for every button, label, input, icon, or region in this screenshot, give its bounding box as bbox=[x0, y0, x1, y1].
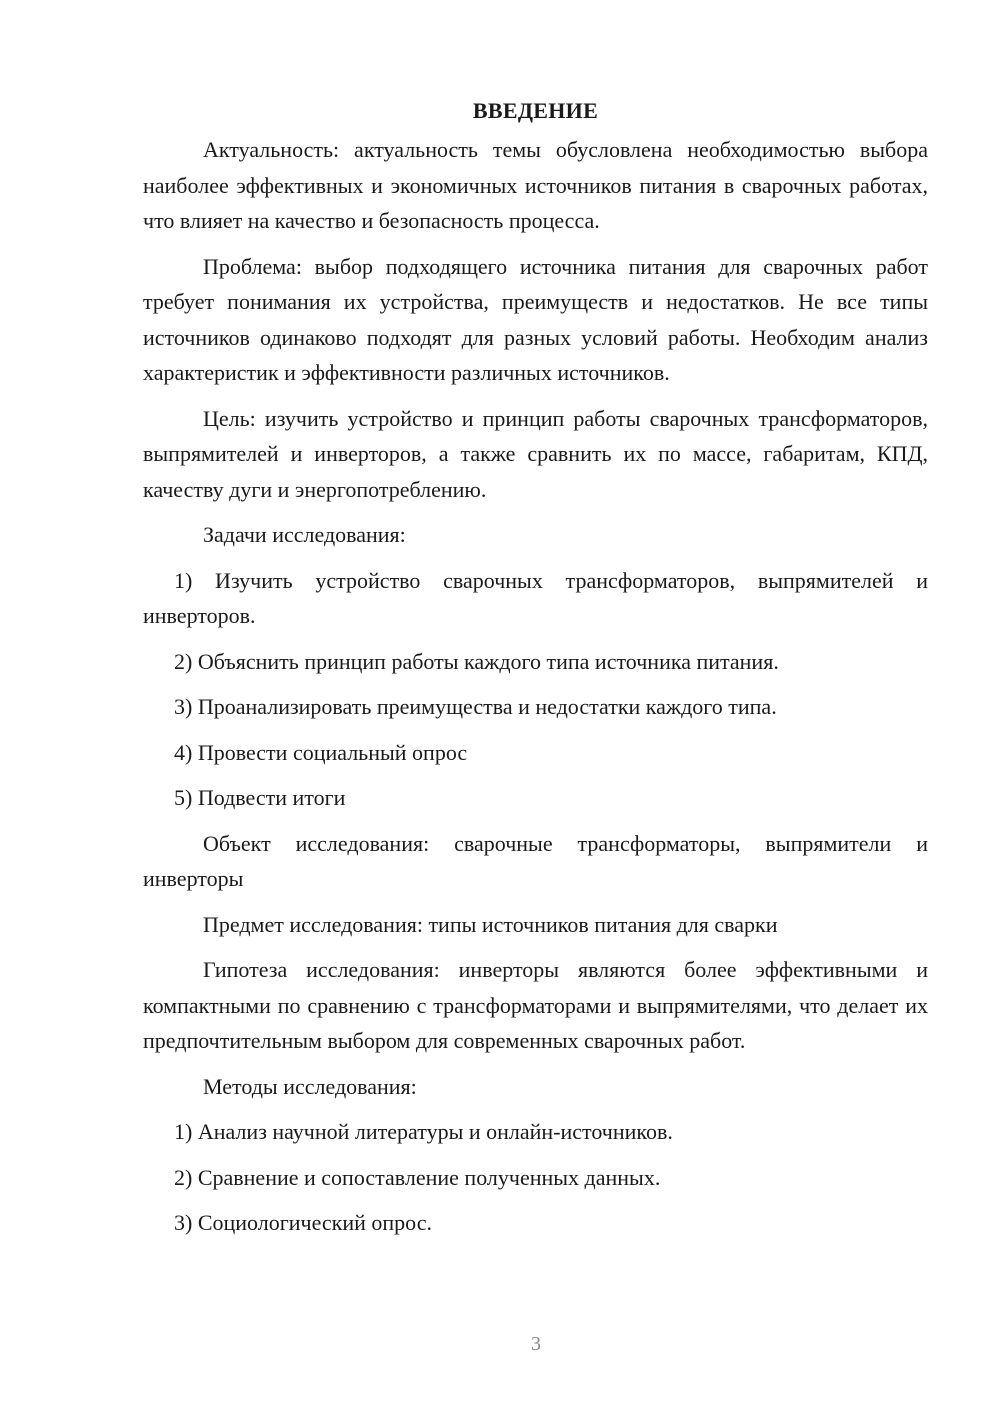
object-paragraph: Объект исследования: сварочные трансформаторы, выпрямители и инверторы bbox=[143, 830, 928, 891]
task-item: 2) Объяснить принцип работы каждого типа источника питания. bbox=[174, 648, 779, 674]
relevance-paragraph: Актуальность: актуальность темы обусловлена необходимостью выбора наиболее эффективных и экономичных источников питания в сварочных работах, что влияет на качество и безопасность процесса. bbox=[143, 137, 928, 233]
task-item: 4) Провести социальный опрос bbox=[174, 739, 468, 765]
task-item: 3) Проанализировать преимущества и недостатки каждого типа. bbox=[174, 694, 777, 719]
method-item: 1) Анализ научной литературы и онлайн-источников. bbox=[174, 1119, 673, 1144]
subject-paragraph: Предмет исследования: типы источников питания для сварки bbox=[203, 911, 778, 937]
tasks-heading: Задачи исследования: bbox=[203, 522, 406, 547]
task-item: 5) Подвести итоги bbox=[174, 785, 346, 810]
goal-paragraph: Цель: изучить устройство и принцип работы сварочных трансформаторов, выпрямителей и инверторов, а также сравнить их по массе, габаритам, КПД, качеству дуги и энергопотреблению. bbox=[143, 405, 928, 502]
page-title: ВВЕДЕНИЕ bbox=[472, 98, 599, 123]
page-number: 3 bbox=[531, 1333, 541, 1355]
task-item: 1) Изучить устройство сварочных трансформаторов, выпрямителей и инверторов. bbox=[143, 567, 928, 628]
method-item: 3) Социологический опрос. bbox=[174, 1210, 432, 1235]
hypothesis-paragraph: Гипотеза исследования: инверторы являются более эффективными и компактными по сравнению с трансформаторами и выпрямителями, что делает их предпочтительным выбором для современных сварочных работ. bbox=[143, 957, 928, 1053]
methods-heading: Методы исследования: bbox=[203, 1073, 417, 1099]
document-page bbox=[143, 94, 928, 1251]
method-item: 2) Сравнение и сопоставление полученных данных. bbox=[174, 1164, 661, 1190]
problem-paragraph: Проблема: выбор подходящего источника питания для сварочных работ требует понимания их устройства, преимуществ и недостатков. Не все типы источников одинаково подходят для разных условий работы. Необходим анализ характеристик и эффективности различных источников. bbox=[143, 253, 928, 385]
